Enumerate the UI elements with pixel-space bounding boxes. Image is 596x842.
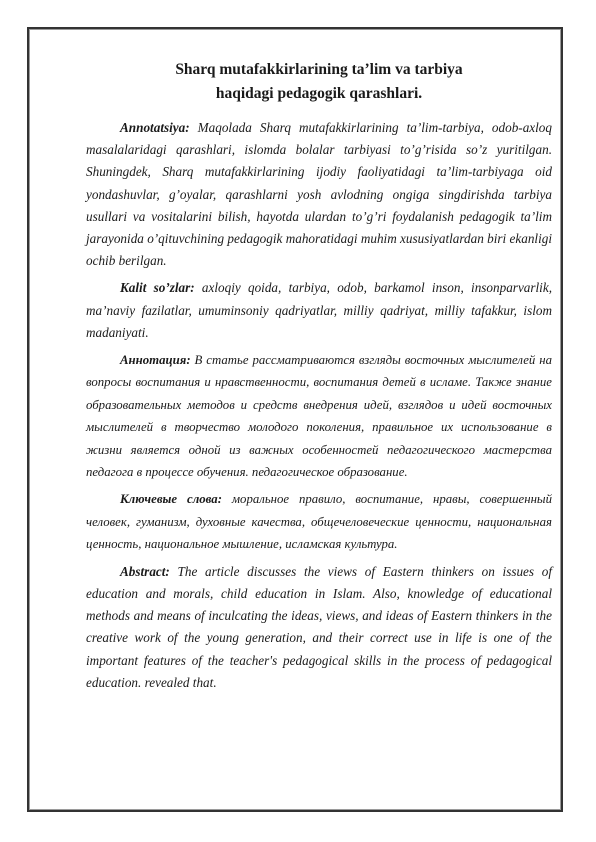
keywords-uz bbox=[86, 277, 552, 344]
annotation-uz-label: Annotatsiya: bbox=[120, 120, 190, 135]
keywords-ru-text: моральное правило, воспитание, нравы, совершенный человек, гуманизм, духовные качества, общечеловеческие ценности, национальная ценность, национальное мышление, исламская культура. bbox=[86, 492, 552, 552]
keywords-ru bbox=[86, 488, 552, 555]
annotation-ru-label: Аннотация: bbox=[120, 353, 191, 368]
article-page bbox=[86, 58, 552, 699]
title-line-2: haqidagi pedagogik qarashlari. bbox=[215, 85, 423, 102]
annotation-uz bbox=[86, 117, 552, 272]
article-title bbox=[86, 58, 552, 106]
annotation-uz-text: Maqolada Sharq mutafakkirlarining ta’lim-tarbiya, odob-axloq masalalaridagi qarashlari, islomda bolalar tarbiyasi to’g’risida so’z yuritilgan. Shuningdek, Sharq mutafakkirlarining ijodiy faoliyatidagi ta’lim-tarbiyaga oid yondashuvlar, g’oyalar, qarashlarni yosh avlodning ongiga singdirishda tarbiya usullari va vositalarini bilish, hayotda ulardan to’g’ri foydalanish pedagogik ta’lim jarayonida o’qituvchining pedagogik mahoratidagi muhim xususiyatlardan biri ekanligi ochib berilgan. bbox=[86, 120, 552, 269]
abstract-en-label: Abstract: bbox=[120, 563, 170, 579]
annotation-ru bbox=[86, 349, 552, 483]
keywords-uz-text: axloqiy qoida, tarbiya, odob, barkamol inson, insonparvarlik, ma’naviy fazilatlar, umuminsoniy qadriyatlar, milliy qadriyat, milliy tafakkur, islom madaniyati. bbox=[86, 280, 552, 340]
keywords-uz-label: Kalit so’zlar: bbox=[120, 280, 195, 296]
keywords-ru-label: Ключевые слова: bbox=[120, 492, 222, 507]
title-line-1: Sharq mutafakkirlarining ta’lim va tarbiya bbox=[175, 61, 463, 78]
abstract-en-text: The article discusses the views of Eastern thinkers on issues of education and morals, child education in Islam. Also, knowledge of educational methods and means of inculcating the ideas, views, and ideas of Eastern thinkers in the creative work of the young generation, and their correct use in life is one of the important features of the teacher's pedagogical skills in the process of pedagogical education. revealed that. bbox=[86, 563, 552, 690]
abstract-en bbox=[86, 561, 552, 694]
annotation-ru-text: В статье рассматриваются взгляды восточных мыслителей на вопросы воспитания и нравственности, воспитания детей в исламе. Также знание образовательных методов и средств внедрения идей, взглядов и идей восточных мыслителей в творчество молодого поколения, правильное их использование в жизни является одной из важных особенностей педагогического мастерства педагога в процессе обучения. педагогическое образование. bbox=[86, 353, 552, 480]
